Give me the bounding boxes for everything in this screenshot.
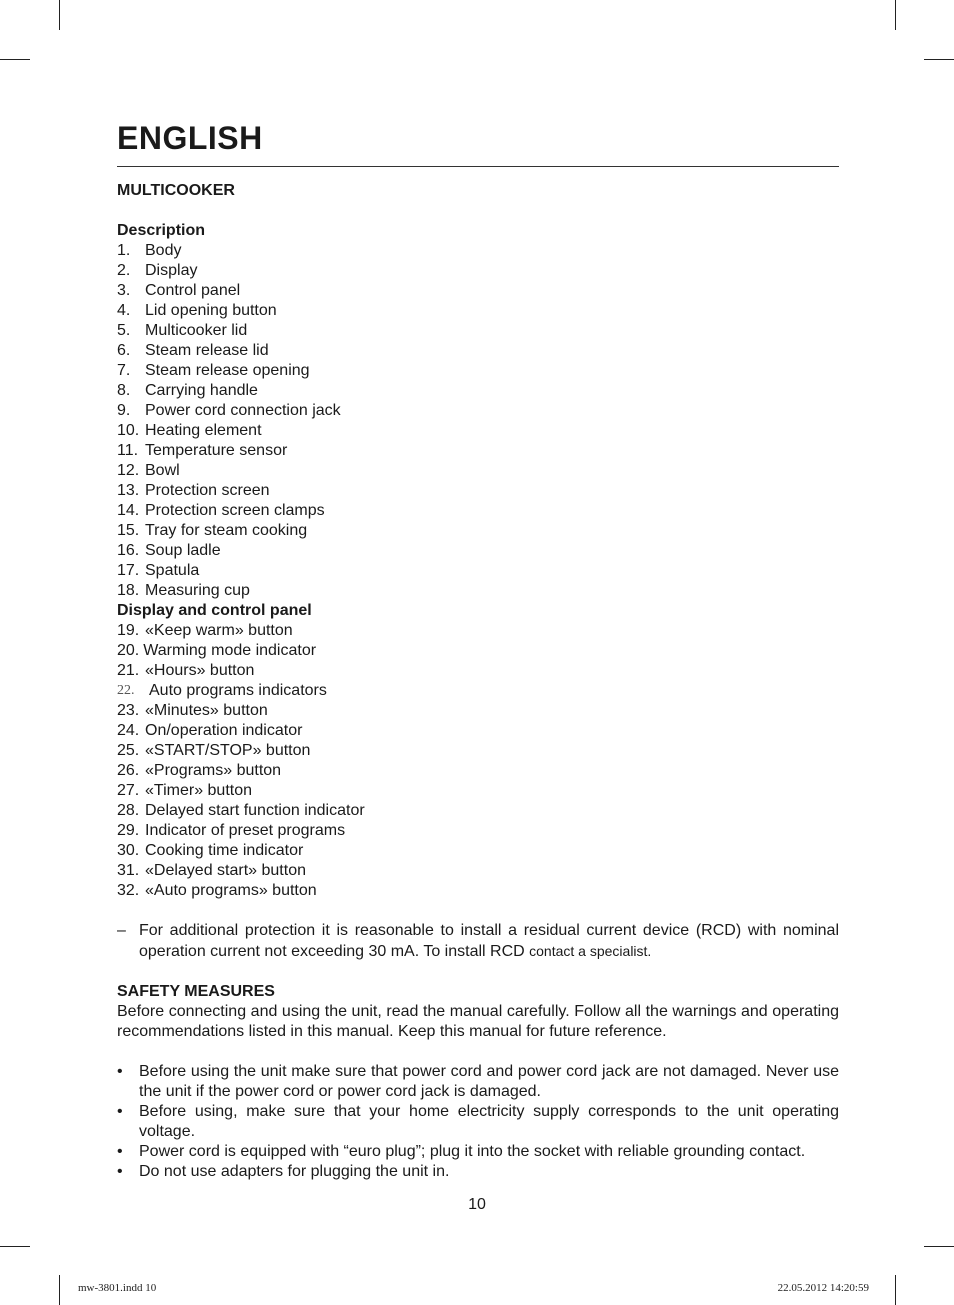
item-text: «Delayed start» button — [145, 862, 306, 879]
item-text: Protection screen clamps — [145, 502, 325, 519]
item-text: On/operation indicator — [145, 722, 303, 739]
list-item — [117, 281, 839, 301]
item-number: 20. — [117, 642, 140, 659]
item-number: 17. — [117, 562, 140, 579]
list-item — [117, 361, 839, 381]
item-text: «START/STOP» button — [145, 742, 311, 759]
description-heading: Description — [117, 222, 206, 239]
list-item — [117, 381, 839, 401]
item-number: 3. — [117, 282, 131, 299]
list-item — [117, 821, 839, 841]
panel-heading: Display and control panel — [117, 602, 312, 619]
item-number: 21. — [117, 662, 140, 679]
list-item — [117, 401, 839, 421]
bullet-marker: • — [117, 1063, 123, 1080]
list-item — [117, 681, 839, 701]
bullet-text: Before using the unit make sure that power cord and power cord jack are not damaged. Never use the unit if the power cord or power cord jack is damaged. — [139, 1063, 839, 1100]
bullet-marker: • — [117, 1103, 123, 1120]
list-item — [117, 241, 839, 261]
safety-bullet — [117, 1162, 839, 1182]
item-number: 29. — [117, 822, 140, 839]
item-number: 9. — [117, 402, 131, 419]
item-number: 15. — [117, 522, 140, 539]
safety-bullet — [117, 1102, 839, 1142]
item-number: 6. — [117, 342, 131, 359]
item-number: 30. — [117, 842, 140, 859]
item-text: Body — [145, 242, 182, 259]
bullet-marker: • — [117, 1143, 123, 1160]
item-text: Temperature sensor — [145, 442, 288, 459]
product-title: MULTICOOKER — [117, 182, 235, 199]
list-item — [117, 321, 839, 341]
list-item — [117, 341, 839, 361]
safety-bullet — [117, 1142, 839, 1162]
item-text: Warming mode indicator — [143, 642, 317, 659]
list-item — [117, 561, 839, 581]
item-text: Multicooker lid — [145, 322, 248, 339]
item-number: 27. — [117, 782, 140, 799]
item-number: 28. — [117, 802, 140, 819]
item-text: Measuring cup — [145, 582, 250, 599]
list-item — [117, 461, 839, 481]
list-item — [117, 541, 839, 561]
item-number: 32. — [117, 882, 140, 899]
safety-bullet — [117, 1062, 839, 1102]
footer-datetime: 22.05.2012 14:20:59 — [777, 1282, 869, 1294]
list-item — [117, 641, 839, 661]
item-text: «Minutes» button — [145, 702, 268, 719]
item-text: Bowl — [145, 462, 180, 479]
item-number: 11. — [117, 442, 139, 459]
list-item — [117, 881, 839, 901]
safety-bullet-list — [117, 1062, 839, 1182]
item-text: Heating element — [145, 422, 262, 439]
list-item — [117, 501, 839, 521]
crop-mark — [59, 0, 60, 30]
bullet-marker: • — [117, 1163, 123, 1180]
list-item — [117, 781, 839, 801]
item-number: 7. — [117, 362, 131, 379]
list-item — [117, 741, 839, 761]
crop-mark — [924, 59, 954, 60]
list-item — [117, 621, 839, 641]
crop-mark — [0, 1246, 30, 1247]
language-title: ENGLISH — [117, 120, 263, 156]
item-text: Steam release lid — [145, 342, 269, 359]
list-item — [117, 861, 839, 881]
item-text: «Auto programs» button — [145, 882, 317, 899]
crop-mark — [895, 0, 896, 30]
item-number: 4. — [117, 302, 131, 319]
item-number: 10. — [117, 422, 140, 439]
item-number: 19. — [117, 622, 140, 639]
item-text: Tray for steam cooking — [145, 522, 308, 539]
bullet-text: Before using, make sure that your home electricity supply corresponds to the unit operating voltage. — [139, 1103, 839, 1140]
safety-heading: SAFETY MEASURES — [117, 983, 275, 1000]
list-item — [117, 761, 839, 781]
list-item — [117, 661, 839, 681]
crop-mark — [895, 1275, 896, 1305]
item-number: 12. — [117, 462, 140, 479]
item-number: 26. — [117, 762, 140, 779]
item-number: 5. — [117, 322, 131, 339]
item-text: Protection screen — [145, 482, 270, 499]
panel-list — [117, 621, 839, 901]
item-text: «Keep warm» button — [145, 622, 293, 639]
safety-intro: Before connecting and using the unit, read the manual carefully. Follow all the warnings and operating recommendations listed in this manual. Keep this manual for future reference. — [117, 1003, 839, 1040]
rcd-note-tail: contact a specialist. — [529, 943, 652, 959]
item-text: Display — [145, 262, 198, 279]
crop-mark — [59, 1275, 60, 1305]
footer-file: mw-3801.indd 10 — [78, 1282, 157, 1294]
item-number: 14. — [117, 502, 140, 519]
item-text: Steam release opening — [145, 362, 310, 379]
item-number: 31. — [117, 862, 140, 879]
list-item — [117, 441, 839, 461]
item-number: 22. — [117, 683, 135, 698]
item-text: Delayed start function indicator — [145, 802, 365, 819]
item-text: «Hours» button — [145, 662, 255, 679]
list-item — [117, 801, 839, 821]
list-item — [117, 261, 839, 281]
list-item — [117, 521, 839, 541]
page-content — [117, 181, 839, 1182]
description-list — [117, 241, 839, 601]
item-text: Auto programs indicators — [149, 682, 327, 699]
item-text: «Timer» button — [145, 782, 253, 799]
crop-mark — [0, 59, 30, 60]
list-item — [117, 701, 839, 721]
bullet-text: Power cord is equipped with “euro plug”; plug it into the socket with reliable grounding contact. — [139, 1143, 806, 1160]
list-item — [117, 421, 839, 441]
item-number: 25. — [117, 742, 140, 759]
list-item — [117, 581, 839, 601]
item-text: Soup ladle — [145, 542, 221, 559]
item-text: «Programs» button — [145, 762, 282, 779]
list-item — [117, 841, 839, 861]
crop-mark — [924, 1246, 954, 1247]
dash-marker: – — [117, 922, 126, 939]
item-number: 2. — [117, 262, 131, 279]
rcd-note-text: For additional protection it is reasonable to install a residual current device (RCD) with nominal operation current not exceeding 30 mA. To install RCD — [139, 922, 839, 960]
item-number: 8. — [117, 382, 131, 399]
page-number: 10 — [468, 1196, 486, 1213]
list-item — [117, 301, 839, 321]
item-number: 16. — [117, 542, 140, 559]
list-item — [117, 721, 839, 741]
item-text: Power cord connection jack — [145, 402, 341, 419]
item-text: Lid opening button — [145, 302, 277, 319]
item-number: 24. — [117, 722, 140, 739]
item-text: Control panel — [145, 282, 241, 299]
item-text: Spatula — [145, 562, 200, 579]
rcd-note — [117, 921, 839, 962]
item-number: 18. — [117, 582, 140, 599]
bullet-text: Do not use adapters for plugging the unit in. — [139, 1163, 450, 1180]
list-item — [117, 481, 839, 501]
title-divider — [117, 166, 839, 167]
item-number: 13. — [117, 482, 140, 499]
item-number: 1. — [117, 242, 131, 259]
item-text: Indicator of preset programs — [145, 822, 346, 839]
item-number: 23. — [117, 702, 140, 719]
item-text: Carrying handle — [145, 382, 258, 399]
item-text: Cooking time indicator — [145, 842, 304, 859]
